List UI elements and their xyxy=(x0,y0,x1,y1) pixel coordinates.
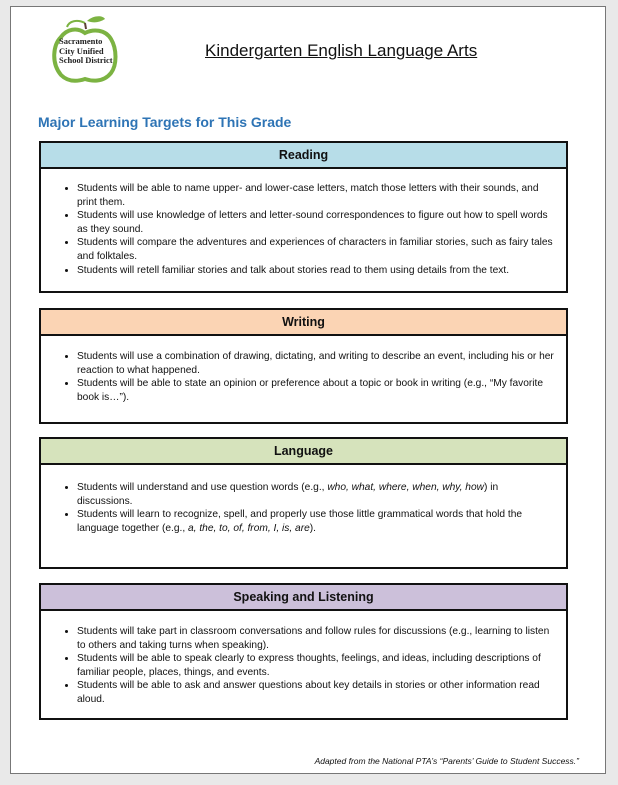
list-item: • Students will retell familiar stories and talk about stories read to them using details from the text. xyxy=(77,264,554,278)
logo-text xyxy=(59,37,125,66)
list-item: • Students will use a combination of drawing, dictating, and writing to describe an event, including his or her reaction to what happened. xyxy=(77,350,554,377)
list-item: • Students will be able to state an opinion or preference about a topic or book in writing (e.g., “My favorite book is…”). xyxy=(77,377,554,404)
document-title: Kindergarten English Language Arts xyxy=(205,41,478,60)
box-title: Language xyxy=(41,439,566,465)
box-title: Reading xyxy=(41,143,566,169)
logo-line: City Unified xyxy=(59,45,104,56)
target-list xyxy=(41,336,566,404)
document-page xyxy=(10,6,606,774)
reading-box xyxy=(39,141,568,293)
language-box xyxy=(39,437,568,569)
list-item: • Students will use knowledge of letters and letter-sound correspondences to figure out how to spell words as they sound. xyxy=(77,209,554,236)
list-item: • Students will learn to recognize, spell, and properly use those little grammatical words that hold the language together (e.g., a, the, to, of, from, I, is, are). xyxy=(77,508,554,535)
list-item: • Students will be able to ask and answer questions about key details in stories or other information read aloud. xyxy=(77,679,554,706)
speaking-listening-box xyxy=(39,583,568,720)
logo-line: School District xyxy=(59,55,113,65)
list-item: • Students will compare the adventures and experiences of characters in familiar stories, such as fairy tales and folktales. xyxy=(77,236,554,263)
section-heading: Major Learning Targets for This Grade xyxy=(38,114,292,130)
list-item: • Students will be able to name upper- and lower-case letters, match those letters with their sounds, and print them. xyxy=(77,182,554,209)
target-list xyxy=(41,611,566,707)
list-item: • Students will take part in classroom conversations and follow rules for discussions (e.g., learning to listen to others and taking turns when speaking). xyxy=(77,625,554,652)
box-title: Speaking and Listening xyxy=(41,585,566,611)
logo-line: Sacramento xyxy=(59,36,103,46)
box-title: Writing xyxy=(41,310,566,336)
target-list xyxy=(41,169,566,277)
district-logo xyxy=(47,15,123,85)
list-item: • Students will be able to speak clearly to express thoughts, feelings, and ideas, including descriptions of familiar people, places, things, and events. xyxy=(77,652,554,679)
target-list xyxy=(41,465,566,535)
list-item: • Students will understand and use question words (e.g., who, what, where, when, why, how) in discussions. xyxy=(77,481,554,508)
footer-credit: Adapted from the National PTA’s “Parents’ Guide to Student Success.” xyxy=(314,756,579,766)
writing-box xyxy=(39,308,568,424)
